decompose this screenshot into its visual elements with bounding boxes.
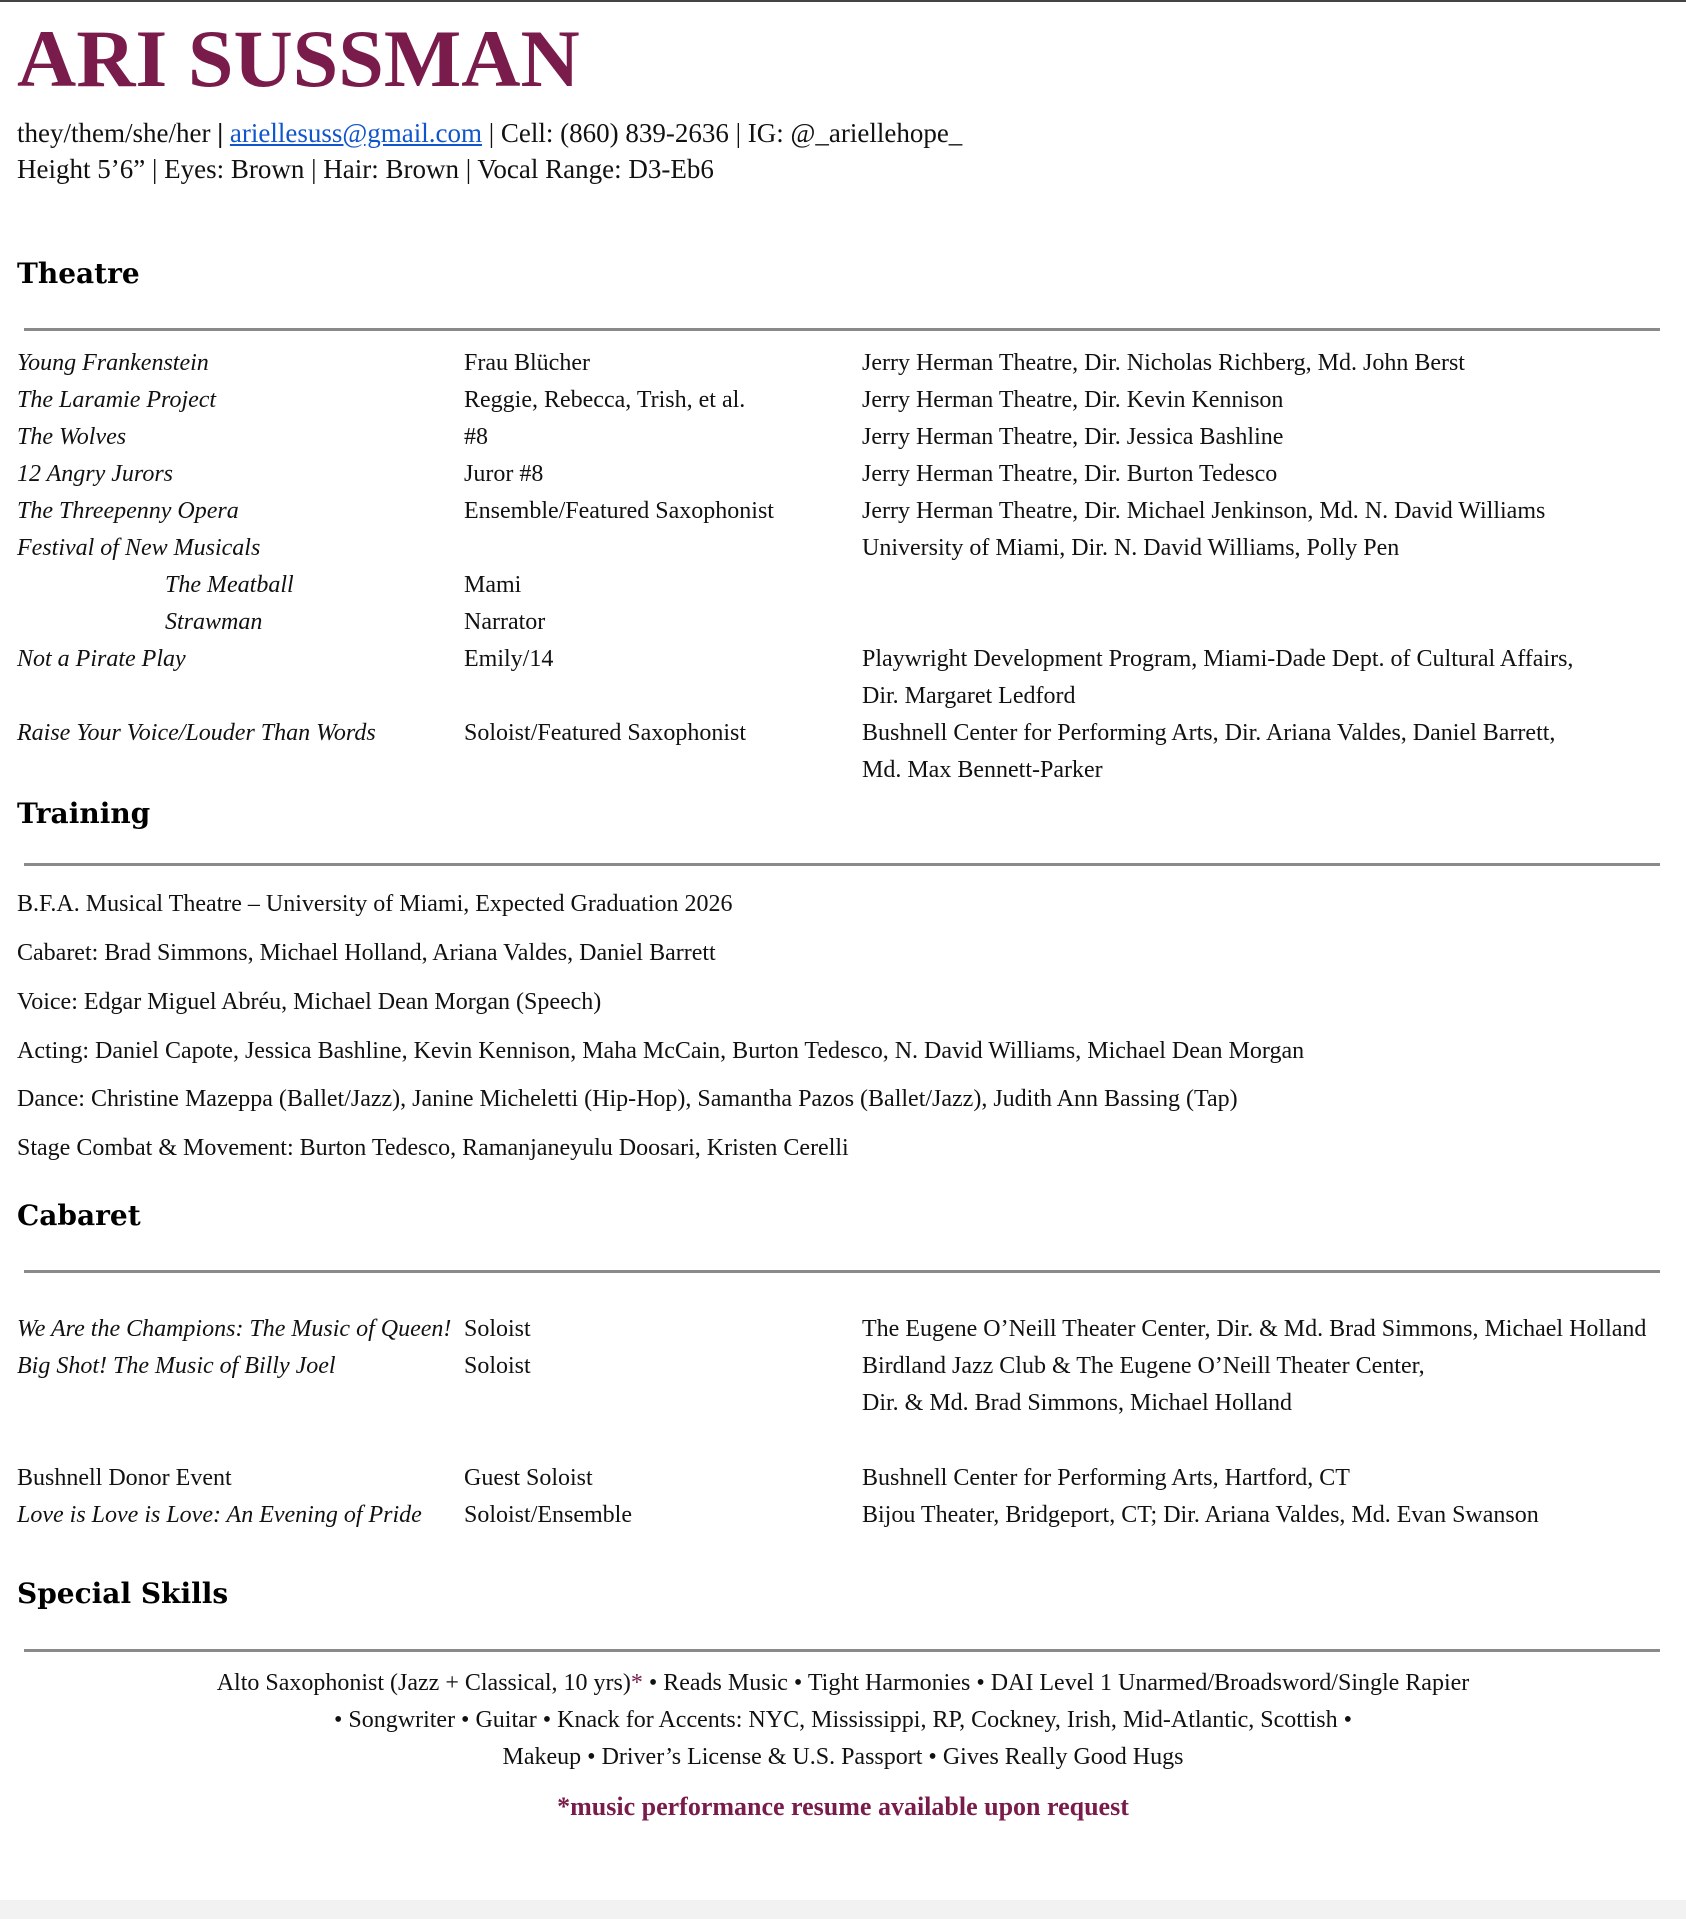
- credit-row: [0, 604, 1686, 641]
- pronouns: they/them/she/her: [17, 118, 211, 148]
- credit-row: [0, 456, 1686, 493]
- role: Soloist: [464, 1353, 531, 1379]
- section-divider: [24, 1270, 1660, 1273]
- skills-text: Alto Saxophonist (Jazz + Classical, 10 yrs): [216, 1670, 631, 1696]
- training-line: Dance: Christine Mazeppa (Ballet/Jazz), Janine Micheletti (Hip-Hop), Samantha Pazos (Ballet/Jazz), Judith Ann Bassing (Tap): [17, 1086, 1238, 1112]
- venue: Playwright Development Program, Miami-Dade Dept. of Cultural Affairs,: [862, 646, 1574, 672]
- role: Mami: [464, 572, 522, 598]
- venue: Jerry Herman Theatre, Dir. Kevin Kennison: [862, 387, 1284, 413]
- show-title: The Meatball: [165, 572, 294, 598]
- credit-row: [0, 1385, 1686, 1422]
- training-line: Voice: Edgar Miguel Abréu, Michael Dean Morgan (Speech): [17, 989, 602, 1015]
- skills-line: Makeup • Driver’s License & U.S. Passport • Gives Really Good Hugs: [502, 1744, 1184, 1770]
- show-title: We Are the Champions: The Music of Queen!: [17, 1316, 452, 1342]
- actor-name: ARI SUSSMAN: [17, 13, 580, 104]
- role: #8: [464, 424, 488, 450]
- section-title-skills: Special Skills: [17, 1577, 229, 1610]
- show-title: Festival of New Musicals: [17, 535, 261, 561]
- instagram-handle: IG: @_ariellehope_: [747, 118, 963, 148]
- credit-row: [0, 641, 1686, 678]
- skills-line: [0, 1665, 1686, 1702]
- show-title: Bushnell Donor Event: [17, 1465, 232, 1491]
- role: Emily/14: [464, 646, 554, 672]
- venue: Jerry Herman Theatre, Dir. Michael Jenkinson, Md. N. David Williams: [862, 498, 1546, 524]
- venue: University of Miami, Dir. N. David Williams, Polly Pen: [862, 535, 1400, 561]
- separator: |: [488, 118, 501, 148]
- asterisk-mark: *: [630, 1670, 643, 1696]
- role: Guest Soloist: [464, 1465, 593, 1491]
- training-line: Acting: Daniel Capote, Jessica Bashline, Kevin Kennison, Maha McCain, Burton Tedesco, N. David Williams, Michael Dean Morgan: [17, 1038, 1305, 1064]
- role: Ensemble/Featured Saxophonist: [464, 498, 774, 524]
- venue: Dir. Margaret Ledford: [862, 683, 1076, 709]
- venue: Jerry Herman Theatre, Dir. Jessica Bashline: [862, 424, 1284, 450]
- credit-row: [0, 567, 1686, 604]
- credit-row: [0, 1348, 1686, 1385]
- role: Narrator: [464, 609, 546, 635]
- credit-row: [0, 419, 1686, 456]
- credit-row: [0, 1497, 1686, 1534]
- show-title: 12 Angry Jurors: [17, 461, 173, 487]
- credit-row: [0, 1311, 1686, 1348]
- section-title-cabaret: Cabaret: [17, 1199, 141, 1232]
- skills-line: • Songwriter • Guitar • Knack for Accents: NYC, Mississippi, RP, Cockney, Irish, Mid-Atlantic, Scottish •: [334, 1707, 1352, 1733]
- venue: Jerry Herman Theatre, Dir. Nicholas Richberg, Md. John Berst: [862, 350, 1465, 376]
- training-line: Stage Combat & Movement: Burton Tedesco, Ramanjaneyulu Doosari, Kristen Cerelli: [17, 1135, 849, 1161]
- section-title-training: Training: [17, 797, 151, 830]
- venue: Md. Max Bennett-Parker: [862, 757, 1103, 783]
- email-link[interactable]: ariellesuss@gmail.com: [229, 118, 482, 148]
- section-divider: [24, 1649, 1660, 1652]
- contact-line: [17, 116, 962, 150]
- show-title: The Wolves: [17, 424, 127, 450]
- credit-row: [0, 752, 1686, 789]
- resume-note: *music performance resume available upon request: [557, 1792, 1129, 1821]
- credit-row: [0, 345, 1686, 382]
- role: Soloist/Featured Saxophonist: [464, 720, 746, 746]
- credit-row: [0, 493, 1686, 530]
- separator: |: [735, 118, 748, 148]
- venue: Bushnell Center for Performing Arts, Dir. Ariana Valdes, Daniel Barrett,: [862, 720, 1556, 746]
- venue: Dir. & Md. Brad Simmons, Michael Holland: [862, 1390, 1292, 1416]
- show-title: Big Shot! The Music of Billy Joel: [17, 1353, 336, 1379]
- venue: The Eugene O’Neill Theater Center, Dir. & Md. Brad Simmons, Michael Holland: [862, 1316, 1647, 1342]
- show-title: The Threepenny Opera: [17, 498, 239, 524]
- show-title: The Laramie Project: [17, 387, 217, 413]
- training-line: Cabaret: Brad Simmons, Michael Holland, Ariana Valdes, Daniel Barrett: [17, 940, 716, 966]
- separator: |: [217, 118, 230, 148]
- cell-phone: Cell: (860) 839-2636: [500, 118, 729, 148]
- section-title-theatre: Theatre: [17, 257, 140, 290]
- physical-stats: Height 5’6” | Eyes: Brown | Hair: Brown | Vocal Range: D3-Eb6: [17, 154, 714, 184]
- venue: Jerry Herman Theatre, Dir. Burton Tedesco: [862, 461, 1278, 487]
- credit-row: [0, 715, 1686, 752]
- role: Reggie, Rebecca, Trish, et al.: [464, 387, 746, 413]
- role: Soloist/Ensemble: [464, 1502, 632, 1528]
- role: Soloist: [464, 1316, 531, 1342]
- training-line: B.F.A. Musical Theatre – University of Miami, Expected Graduation 2026: [17, 891, 733, 917]
- role: Juror #8: [464, 461, 544, 487]
- credit-row: [0, 1460, 1686, 1497]
- venue: Birdland Jazz Club & The Eugene O’Neill Theater Center,: [862, 1353, 1425, 1379]
- role: Frau Blücher: [464, 350, 590, 376]
- show-title: Not a Pirate Play: [17, 646, 186, 672]
- credit-row: [0, 678, 1686, 715]
- venue: Bijou Theater, Bridgeport, CT; Dir. Ariana Valdes, Md. Evan Swanson: [862, 1502, 1539, 1528]
- venue: Bushnell Center for Performing Arts, Hartford, CT: [862, 1465, 1350, 1491]
- show-title: Young Frankenstein: [17, 350, 209, 376]
- section-divider: [24, 863, 1660, 866]
- section-divider: [24, 328, 1660, 331]
- credit-row: [0, 530, 1686, 567]
- show-title: Strawman: [165, 609, 263, 635]
- credit-row: [0, 382, 1686, 419]
- show-title: Raise Your Voice/Louder Than Words: [17, 720, 376, 746]
- show-title: Love is Love is Love: An Evening of Pride: [17, 1502, 422, 1528]
- skills-text: • Reads Music • Tight Harmonies • DAI Level 1 Unarmed/Broadsword/Single Rapier: [642, 1670, 1470, 1696]
